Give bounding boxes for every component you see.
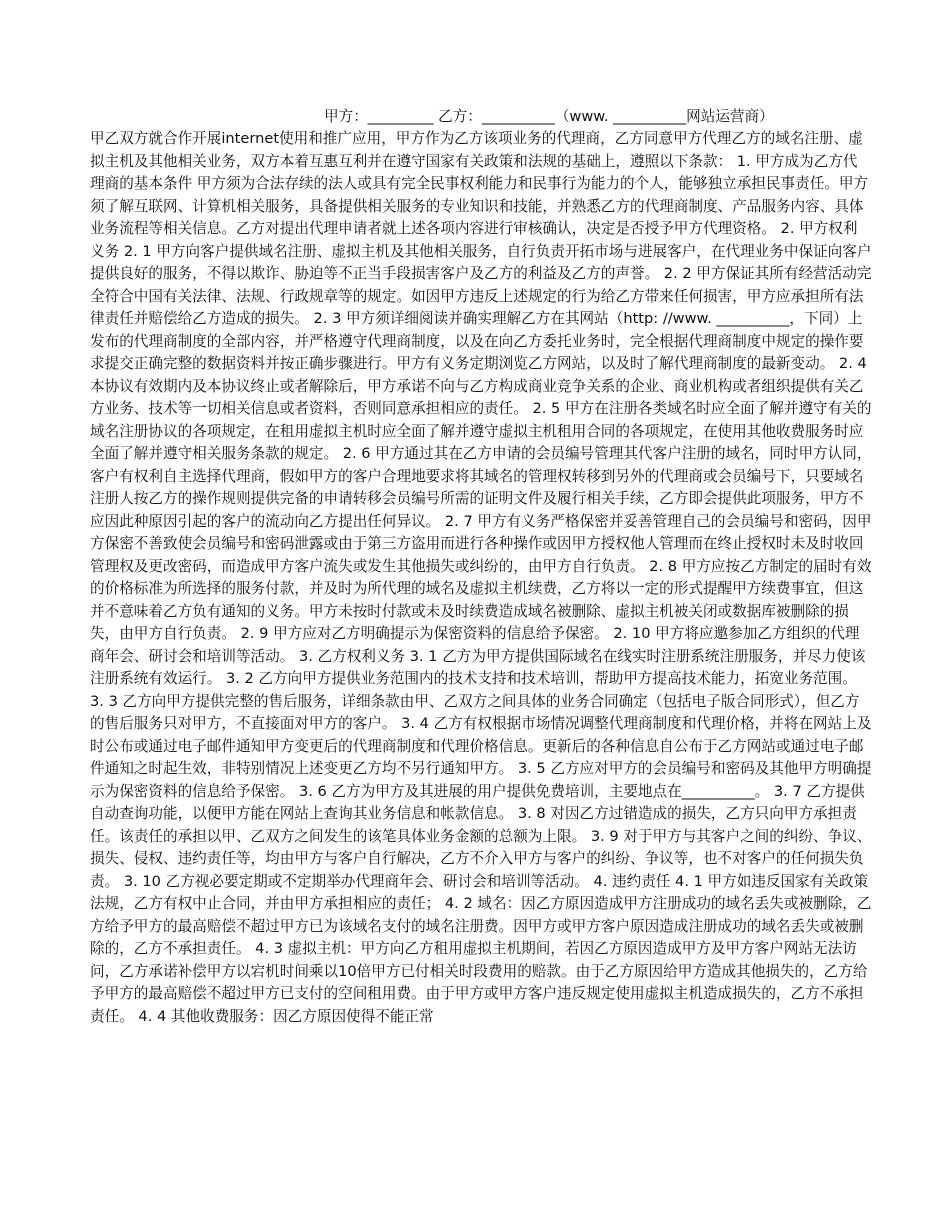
- contract-body-text: 甲乙双方就合作开展internet使用和推广应用，甲方作为乙方该项业务的代理商，乙方同意甲方代理乙方的域名注册、虚拟主机及其他相关业务，双方本着互惠互利并在遵守国家有关政策和法规的基础上，遵照以下条款： 1. 甲方成为乙方代理商的基本条件 甲方须为合法存续的法人或具有完全民事权利能力和民事行为能力的个人，能够独立承担民事责任。甲方须了解互联网、计算机相关服务，具备提供相关服务的专业知识和技能，并熟悉乙方的代理商制度、产品服务内容、具体业务流程等相关信息。乙方对提出代理申请者就上述各项内容进行审核确认，决定是否授予甲方代理资格。 2. 甲方权利义务 2. 1 甲方向客户提供域名注册、虚拟主机及其他相关服务，自行负责开拓市场与进展客户，在代理业务中保证向客户提供良好的服务，不得以欺诈、胁迫等不正当手段损害客户及乙方的利益及乙方的声誉。 2. 2 甲方保证其所有经营活动完全符合中国有关法律、法规、行政规章等的规定。如因甲方违反上述规定的行为给乙方带来任何损害，甲方应承担所有法律责任并赔偿给乙方造成的损失。 2. 3 甲方须详细阅读并确实理解乙方在其网站（http: //www. __________，下同）上发布的代理商制度的全部内容，并严格遵守代理商制度，以及在向乙方委托业务时，完全根据代理商制度中规定的操作要求提交正确完整的数据资料并按正确步骤进行。甲方有义务定期浏览乙方网站，以及时了解代理商制度的最新变动。 2. 4 本协议有效期内及本协议终止或者解除后，甲方承诺不向与乙方构成商业竞争关系的企业、商业机构或者组织提供有关乙方业务、技术等一切相关信息或者资料，否则同意承担相应的责任。 2. 5 甲方在注册各类域名时应全面了解并遵守有关的域名注册协议的各项规定，在租用虚拟主机时应全面了解并遵守虚拟主机租用合同的各项规定，在使用其他收费服务时应全面了解并遵守相关服务条款的规定。 2. 6 甲方通过其在乙方申请的会员编号管理其代客户注册的域名，同时甲方认同，客户有权利自主选择代理商，假如甲方的客户合理地要求将其域名的管理权转移到另外的代理商或会员编号下，只要域名注册人按乙方的操作规则提供完备的申请转移会员编号所需的证明文件及履行相关手续，乙方即会提供此项服务，甲方不应因此种原因引起的客户的流动向乙方提出任何异议。 2. 7 甲方有义务严格保密并妥善管理自己的会员编号和密码，因甲方保密不善致使会员编号和密码泄露或由于第三方盗用而进行各种操作或因甲方授权他人管理而在终止授权时未及时收回管理权及更改密码，而造成甲方客户流失或发生其他损失或纠纷的，由甲方自行负责。 2. 8 甲方应按乙方制定的届时有效的价格标准为所选择的服务付款，并及时为所代理的域名及虚拟主机续费，乙方将以一定的形式提醒甲方续费事宜，但这并不意味着乙方负有通知的义务。甲方未按时付款或未及时续费造成域名被删除、虚拟主机被关闭或数据库被删除的损失，由甲方自行负责。 2. 9 甲方应对乙方明确提示为保密资料的信息给予保密。 2. 10 甲方将应邀参加乙方组织的代理商年会、研讨会和培训等活动。 3. 乙方权利义务 3. 1 乙方为甲方提供国际域名在线实时注册系统注册服务，并尽力使该注册系统有效运行。 3. 2 乙方向甲方提供业务范围内的技术支持和技术培训，帮助甲方提高技术能力，拓宽业务范围。 3. 3 乙方向甲方提供完整的售后服务，详细条款由甲、乙双方之间具体的业务合同确定（包括电子版合同形式），但乙方的售后服务只对甲方，不直接面对甲方的客户。 3. 4 乙方有权根据市场情况调整代理商制度和代理价格，并将在网站上及时公布或通过电子邮件通知甲方变更后的代理商制度和代理价格信息。更新后的各种信息自公布于乙方网站或通过电子邮件通知之时起生效，非特别情况上述变更乙方均不另行通知甲方。 3. 5 乙方应对甲方的会员编号和密码及其他甲方明确提示为保密资料的信息给予保密。 3. 6 乙方为甲方及其进展的用户提供免费培训，主要地点在__________。 3. 7 乙方提供自动查询功能，以便甲方能在网站上查询其业务信息和帐款信息。 3. 8 对因乙方过错造成的损失，乙方只向甲方承担责任。该责任的承担以甲、乙双方之间发生的该笔具体业务金额的总额为上限。 3. 9 对于甲方与其客户之间的纠纷、争议、损失、侵权、违约责任等，均由甲方与客户自行解决，乙方不介入甲方与客户的纠纷、争议等，也不对客户的任何损失负责。 3. 10 乙方视必要定期或不定期举办代理商年会、研讨会和培训等活动。 4. 违约责任 4. 1 甲方如违反国家有关政策法规，乙方有权中止合同，并由甲方承担相应的责任； 4. 2 域名：因乙方原因造成甲方注册成功的域名丢失或被删除，乙方给予甲方的最高赔偿不超过甲方已为该域名支付的域名注册费。因甲方或甲方客户原因造成注册成功的域名丢失或被删除的，乙方不承担责任。 4. 3 虚拟主机：甲方向乙方租用虚拟主机期间，若因乙方原因造成甲方及甲方客户网站无法访问，乙方承诺补偿甲方以宕机时间乘以10倍甲方已付相关时段费用的赔款。由于乙方原因给甲方造成其他损失的，乙方给予甲方的最高赔偿不超过甲方已支付的空间租用费。由于甲方或甲方客户违反规定使用虚拟主机造成损失的，乙方不承担责任。 4. 4 其他收费服务：因乙方原因使得不能正常: [90, 130, 872, 1025]
- contract-parties-line: 甲方：_________ 乙方：__________（www. __________网站运营商）: [324, 108, 774, 125]
